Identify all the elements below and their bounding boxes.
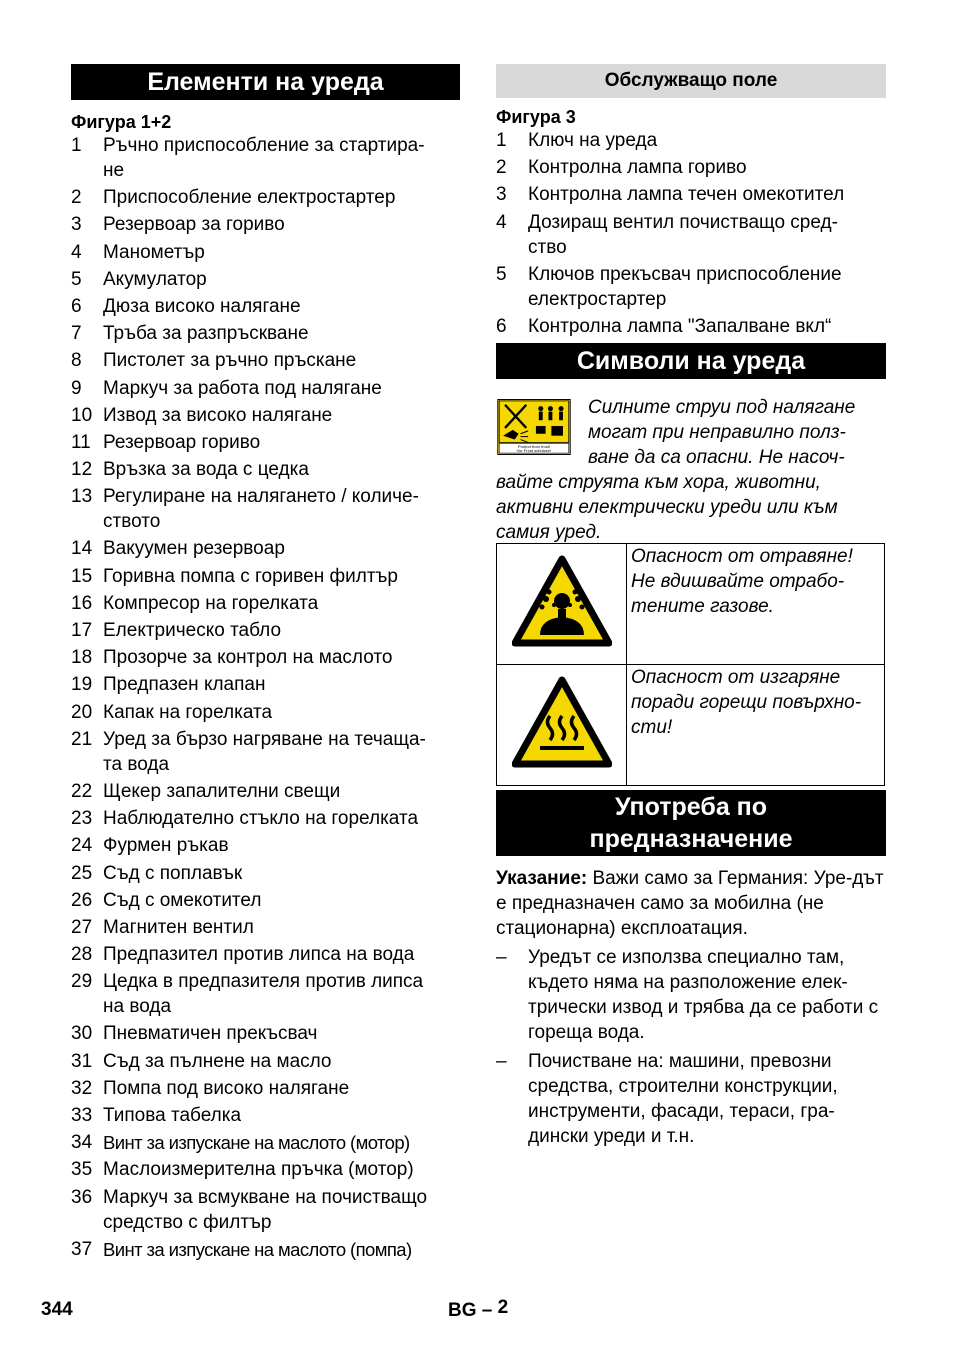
control-panel-list (496, 128, 886, 339)
item-number: 9 (71, 377, 82, 399)
item-text: Резервоар за гориво (103, 214, 285, 236)
item-number: 24 (71, 835, 93, 857)
list-item (496, 314, 886, 339)
footer-language-marker: BG – 2 (448, 1297, 509, 1321)
list-item (71, 484, 460, 534)
item-text: Винт за изпускане на маслото (мотор) (103, 1132, 410, 1154)
list-item (496, 262, 886, 312)
item-number: 1 (71, 135, 82, 156)
list-item (71, 591, 460, 616)
list-item (71, 888, 460, 913)
dash-bullet: – (496, 946, 507, 968)
list-item (71, 700, 460, 725)
list-item (71, 969, 460, 1019)
item-number: 22 (71, 780, 93, 802)
item-text: Тръба за разпръскване (103, 323, 309, 345)
item-text: Маслоизмерителна пръчка (мотор) (103, 1159, 414, 1181)
list-item (71, 618, 460, 643)
item-number: 36 (71, 1186, 93, 1208)
item-text: Дозиращ вентил почистващо сред- ство (528, 211, 838, 258)
item-number: 3 (71, 214, 82, 236)
item-number: 30 (71, 1023, 93, 1045)
item-number: 37 (71, 1238, 93, 1260)
jet-warning-text: Силните струи под налягане могат при неправилно полз-ване да са опасни. Не насоч-вайте струята към хора, животни, активни електрически уреди или към самия уред. (496, 396, 856, 543)
section-heading-device-elements: Елементи на уреда (71, 64, 460, 100)
note-paragraph (496, 866, 886, 941)
right-column (496, 64, 886, 1153)
page-number: 344 (41, 1299, 73, 1320)
item-number: 16 (71, 592, 93, 614)
list-item (496, 155, 886, 180)
item-number: 14 (71, 538, 93, 560)
list-item (71, 1237, 460, 1262)
item-text: Фурмен ръкав (103, 835, 229, 857)
device-elements-list (71, 133, 460, 1262)
item-text: Типова табелка (103, 1105, 242, 1126)
item-number: 6 (496, 315, 507, 337)
item-number: 6 (71, 295, 82, 317)
item-number: 5 (71, 268, 82, 290)
list-item (71, 1103, 460, 1128)
section-heading-intended-use: Употреба по предназначение (496, 790, 886, 856)
item-text: Връзка за вода с цедка (103, 459, 309, 481)
note-text: Важи само за Германия: Уре-дът е предназначен само за мобилна (не стационарна) експлоатация. (496, 867, 884, 939)
item-number: 18 (71, 647, 93, 669)
list-item (71, 348, 460, 373)
list-item (71, 1130, 460, 1155)
list-item (71, 727, 460, 777)
item-text: Компресор на горелката (103, 592, 319, 614)
item-text: Маркуч за всмукване на почистващо средство с филтър (103, 1186, 428, 1233)
hazard-text-toxic-gas: Опасност от отравяне! Не вдишвайте отрабо-тените газове. (627, 543, 885, 664)
list-item (71, 1076, 460, 1101)
item-text: Акумулатор (103, 268, 207, 290)
item-number: 19 (71, 674, 93, 696)
left-column (71, 64, 460, 1264)
item-number: 2 (71, 187, 82, 209)
item-number: 2 (496, 157, 507, 179)
item-number: 13 (71, 486, 93, 508)
item-text: Контролна лампа гориво (528, 157, 747, 179)
list-item (71, 833, 460, 858)
item-text: Ключ на уреда (528, 130, 658, 151)
table-row (497, 664, 885, 785)
list-item (71, 430, 460, 455)
list-item (71, 321, 460, 346)
list-item (71, 403, 460, 428)
item-number: 35 (71, 1159, 93, 1181)
item-number: 7 (71, 323, 82, 345)
list-item (71, 185, 460, 210)
item-text: Вакуумен резервоар (103, 538, 285, 560)
item-text: Манометър (103, 241, 205, 263)
item-number: 4 (496, 211, 507, 233)
list-item (71, 1021, 460, 1046)
jet-warning-block (496, 387, 886, 543)
item-number: 31 (71, 1050, 93, 1072)
item-text: Магнитен вентил (103, 916, 254, 938)
item-number: 20 (71, 701, 93, 723)
item-number: 33 (71, 1105, 93, 1126)
item-text: Горивна помпа с горивен филтър (103, 565, 398, 587)
item-text: Резервоар гориво (103, 431, 261, 453)
item-text: Помпа под високо налягане (103, 1077, 350, 1099)
list-item (71, 1049, 460, 1074)
item-text: Съд за пълнене на масло (103, 1050, 332, 1072)
section-heading-control-panel: Обслужващо поле (496, 64, 886, 98)
item-text: Предпазител против липса на вода (103, 944, 415, 966)
item-number: 28 (71, 944, 93, 966)
section-heading-symbols: Символи на уреда (496, 343, 886, 379)
item-text: Съд с омекотител (103, 889, 262, 911)
list-item (71, 376, 460, 401)
item-text: Цедка в предпазителя против липса на вода (103, 971, 424, 1018)
svg-text:Vor Frost schützen!: Vor Frost schützen! (516, 448, 552, 454)
item-text: Пистолет за ръчно пръскане (103, 350, 357, 372)
list-item (71, 942, 460, 967)
hot-surface-warning-icon (512, 676, 612, 768)
list-item (496, 182, 886, 207)
list-item (496, 210, 886, 260)
item-number: 1 (496, 130, 507, 151)
item-text: Уред за бързо нагряване на течаща- та вода (103, 728, 426, 775)
item-text: Извод за високо налягане (103, 404, 333, 426)
hazard-symbols-table (496, 543, 885, 786)
item-text: Електрическо табло (103, 620, 282, 641)
list-item (71, 536, 460, 561)
note-label: Указание: (496, 867, 588, 889)
pressure-jet-warning-label-icon (497, 399, 571, 455)
list-item (71, 133, 460, 183)
list-item (71, 564, 460, 589)
item-number: 29 (71, 971, 93, 993)
item-number: 17 (71, 620, 93, 641)
item-number: 10 (71, 404, 93, 426)
item-text: Предпазен клапан (103, 674, 266, 696)
item-text: Щекер запалителни свещи (103, 780, 341, 802)
item-number: 5 (496, 263, 507, 285)
figure-label: Фигура 1+2 (71, 112, 172, 132)
svg-text:Protect from frost!: Protect from frost! (517, 443, 551, 449)
list-item (71, 294, 460, 319)
dash-bullet: – (496, 1050, 507, 1072)
item-text: Прозорче за контрол на маслото (103, 647, 393, 669)
item-number: 12 (71, 459, 93, 481)
item-number: 27 (71, 916, 93, 938)
item-number: 15 (71, 565, 93, 587)
item-text: Регулиране на налягането / количе- ството (103, 486, 419, 533)
list-item (496, 128, 886, 153)
list-item (71, 861, 460, 886)
toxic-gas-warning-icon (512, 555, 612, 647)
item-text: Контролна лампа "Запалване вкл“ (528, 315, 832, 337)
item-text: Приспособление електростартер (103, 187, 396, 209)
item-text: Ключов прекъсвач приспособление електростартер (528, 263, 842, 310)
item-text: Пневматичен прекъсвач (103, 1023, 318, 1045)
hazard-text-hot-surface: Опасност от изгаряне поради горещи повърхно-сти! (627, 664, 885, 785)
list-item (71, 1185, 460, 1235)
item-text: Съд с поплавък (103, 862, 243, 884)
list-item (71, 240, 460, 265)
item-number: 25 (71, 862, 93, 884)
list-item (71, 779, 460, 804)
item-text: Контролна лампа течен омекотител (528, 184, 845, 206)
list-item (71, 806, 460, 831)
list-item (71, 1157, 460, 1182)
item-number: 3 (496, 184, 507, 206)
item-number: 32 (71, 1077, 93, 1099)
item-text: Ръчно приспособление за стартира- не (103, 135, 425, 181)
item-text: Дюза високо налягане (103, 295, 301, 317)
item-number: 21 (71, 728, 93, 750)
intended-use-list (496, 945, 886, 1149)
list-item (71, 672, 460, 697)
item-number: 4 (71, 241, 82, 263)
list-item: – Уредът се използва специално там, където няма на разположение елек-трически извод и трябва да се работи с гореща вода. (496, 946, 879, 1043)
item-text: Наблюдателно стъкло на горелката (103, 808, 419, 830)
list-item (71, 212, 460, 237)
list-item (71, 645, 460, 670)
item-text: Капак на горелката (103, 701, 273, 723)
item-number: 23 (71, 808, 93, 830)
table-row (497, 543, 885, 664)
item-number: 34 (71, 1132, 93, 1154)
item-number: 26 (71, 889, 93, 911)
list-item (71, 457, 460, 482)
figure-label: Фигура 3 (496, 107, 576, 127)
item-text: Маркуч за работа под налягане (103, 377, 382, 399)
list-item: – Почистване на: машини, превозни средства, строителни конструкции, инструменти, фасади, тераси, гра-дински уреди и т.н. (496, 1050, 838, 1147)
item-number: 11 (71, 431, 91, 453)
item-text: Винт за изпускане на маслото (помпа) (103, 1238, 412, 1260)
item-number: 8 (71, 350, 82, 372)
list-item (71, 267, 460, 292)
list-item (71, 915, 460, 940)
